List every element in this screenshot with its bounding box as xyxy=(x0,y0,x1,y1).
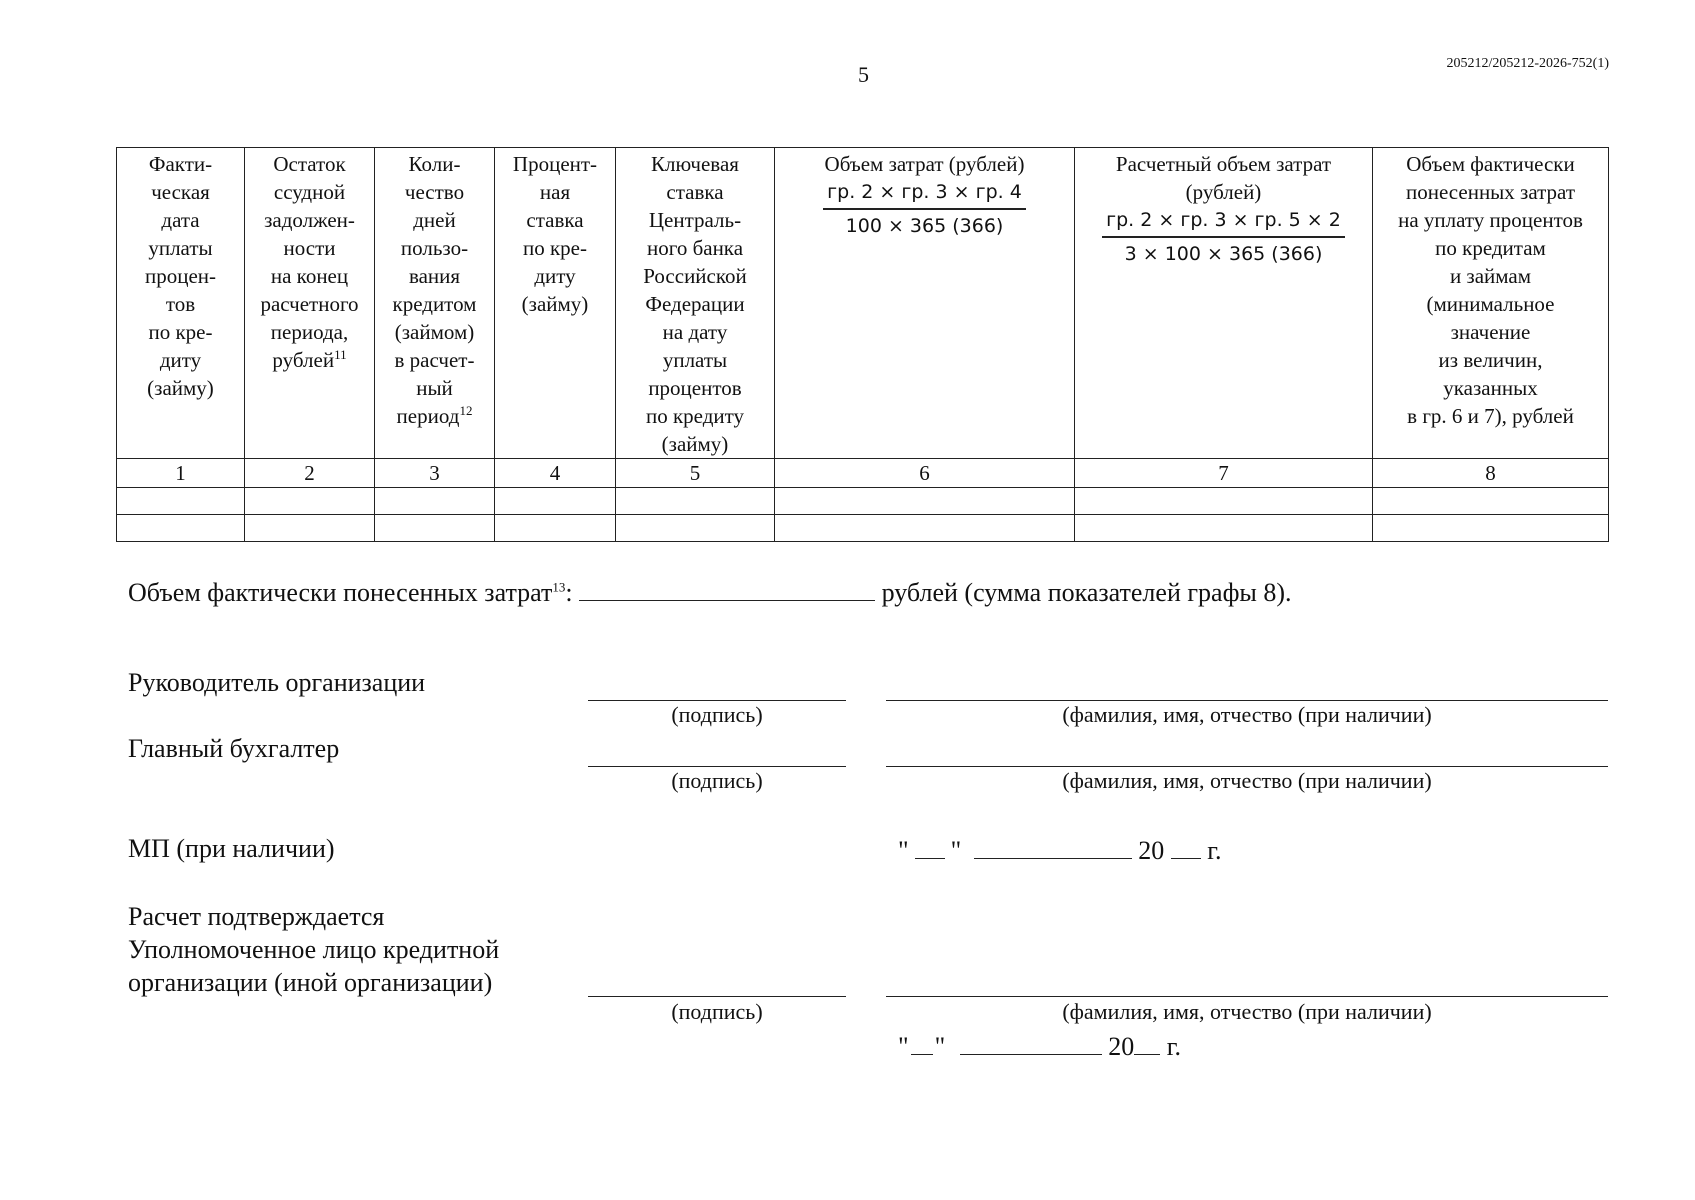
header-col-1: Факти- ческая дата уплаты процен- тов по кре- диту (займу) xyxy=(117,148,245,459)
document-id: 205212/205212-2026-752(1) xyxy=(1446,56,1609,71)
column-number: 8 xyxy=(1373,459,1609,488)
date-year-field[interactable] xyxy=(1134,1030,1160,1055)
total-line: Объем фактически понесенных затрат$^{13}$: рублей (сумма показателей графы 8). xyxy=(128,578,1292,607)
formula-col-7 xyxy=(1102,208,1345,267)
table-cell[interactable] xyxy=(245,488,375,515)
table-cell[interactable] xyxy=(375,488,495,515)
formula-6-denominator: 100 × 365 (366) xyxy=(845,215,1004,237)
table-row xyxy=(117,488,1609,515)
date-month-field[interactable] xyxy=(974,834,1132,859)
header-col-2: Остаток ссудной задолжен- ности на конец расчетного периода, рублей$^{11}$ xyxy=(245,148,375,459)
bank-name-field[interactable] xyxy=(886,996,1608,997)
table-cell[interactable] xyxy=(245,515,375,542)
formula-col-6 xyxy=(823,180,1026,239)
name-caption: (фамилия, имя, отчество (при наличии) xyxy=(1062,999,1432,1024)
header-col-7: Расчетный объем затрат (рублей) $\frac{гр. 2 \times гр. 3 \times гр. 5 \times 2}{3 \times 100 \times 365 (366)}$ xyxy=(1075,148,1373,459)
table-row xyxy=(117,515,1609,542)
page-number: 5 xyxy=(858,62,869,87)
table-cell[interactable] xyxy=(1075,515,1373,542)
chief-accountant-label: Главный бухгалтер xyxy=(128,734,340,763)
header-col-6: Объем затрат (рублей) $\frac{гр. 2 \times гр. 3 \times гр. 4}{100 \times 365 (366)}$ xyxy=(775,148,1075,459)
table-cell[interactable] xyxy=(117,515,245,542)
table-cell[interactable] xyxy=(495,488,616,515)
table-cell[interactable] xyxy=(1075,488,1373,515)
table-cell[interactable] xyxy=(117,488,245,515)
column-number: 6 xyxy=(775,459,1075,488)
date-year-field[interactable] xyxy=(1171,834,1201,859)
header-col-8: Объем фактически понесенных затрат на уплату процентов по кредитам и займам (минимальное значение из величин, указанных в гр. 6 и 7), рублей xyxy=(1373,148,1609,459)
column-number: 5 xyxy=(616,459,775,488)
signature-caption: (подпись) xyxy=(671,999,763,1024)
confirmation-line-3: организации (иной организации) xyxy=(128,968,493,997)
column-number: 3 xyxy=(375,459,495,488)
column-number: 7 xyxy=(1075,459,1373,488)
bank-signature-field[interactable] xyxy=(588,996,846,997)
column-number: 2 xyxy=(245,459,375,488)
footnote-12: 12 xyxy=(459,403,473,418)
header-col-5: Ключевая ставка Централь- ного банка Российской Федерации на дату уплаты процентов по кредиту (займу) xyxy=(616,148,775,459)
table-cell[interactable] xyxy=(495,515,616,542)
table-cell[interactable] xyxy=(375,515,495,542)
head-name-field[interactable] xyxy=(886,700,1608,701)
date-line-2: " " 20 г. xyxy=(898,1032,1181,1061)
column-number: 4 xyxy=(495,459,616,488)
date-month-field[interactable] xyxy=(960,1030,1102,1055)
date-day-field[interactable] xyxy=(915,834,945,859)
calculation-table xyxy=(116,147,1609,542)
date-day-field[interactable] xyxy=(911,1030,933,1055)
accountant-signature-field[interactable] xyxy=(588,766,846,767)
confirmation-line-1: Расчет подтверждается xyxy=(128,902,385,931)
confirmation-line-2: Уполномоченное лицо кредитной xyxy=(128,935,500,964)
signature-caption: (подпись) xyxy=(671,702,763,727)
signature-caption: (подпись) xyxy=(671,768,763,793)
total-suffix: рублей (сумма показателей графы 8). xyxy=(881,578,1292,607)
footnote-11: 11 xyxy=(334,347,347,362)
table-header-row xyxy=(117,148,1609,459)
column-number: 1 xyxy=(117,459,245,488)
header-col-4: Процент- ная ставка по кре- диту (займу) xyxy=(495,148,616,459)
stamp-label: МП (при наличии) xyxy=(128,834,335,863)
header-col-3: Коли- чество дней пользо- вания кредитом (займом) в расчет- ный период$^{12}$ xyxy=(375,148,495,459)
table-cell[interactable] xyxy=(616,488,775,515)
table-cell[interactable] xyxy=(1373,488,1609,515)
table-cell[interactable] xyxy=(775,515,1075,542)
date-line: " " 20 г. xyxy=(898,836,1222,865)
total-amount-field[interactable] xyxy=(579,576,875,601)
formula-7-denominator: 3 × 100 × 365 (366) xyxy=(1124,243,1323,265)
column-number-row xyxy=(117,459,1609,488)
name-caption: (фамилия, имя, отчество (при наличии) xyxy=(1062,768,1432,793)
confirmation-block xyxy=(128,900,499,999)
footnote-13: 13 xyxy=(552,579,566,595)
table-cell[interactable] xyxy=(616,515,775,542)
head-label: Руководитель организации xyxy=(128,668,426,697)
table-cell[interactable] xyxy=(775,488,1075,515)
formula-7-numerator: гр. 2 × гр. 3 × гр. 5 × 2 xyxy=(1102,208,1345,238)
head-signature-field[interactable] xyxy=(588,700,846,701)
table-cell[interactable] xyxy=(1373,515,1609,542)
formula-6-numerator: гр. 2 × гр. 3 × гр. 4 xyxy=(823,180,1026,210)
total-label: Объем фактически понесенных затрат xyxy=(128,578,553,607)
accountant-name-field[interactable] xyxy=(886,766,1608,767)
name-caption: (фамилия, имя, отчество (при наличии) xyxy=(1062,702,1432,727)
